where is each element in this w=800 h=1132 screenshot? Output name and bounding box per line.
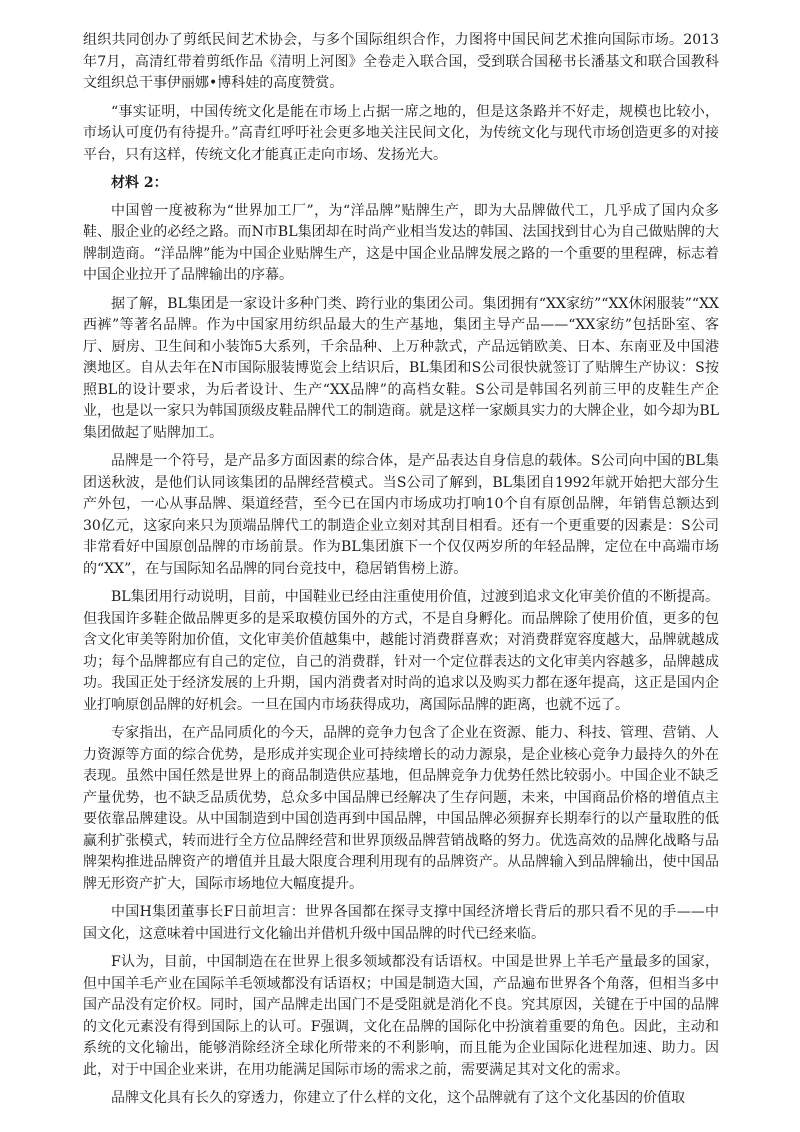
- paragraph-3: 中国曾一度被称为“世界加工厂”，为“洋品牌”贴牌生产，即为大品牌做代工，几乎成了国内众多鞋、服企业的必经之路。而N市BL集团却在时尚产业相当发达的韩国、法国找到甘心为自己做贴牌的大牌制造商。“洋品牌”能为中国企业贴牌生产，这是中国企业品牌发展之路的一个重要的里程碑，标志着中国企业拉开了品牌输出的序幕。: [83, 202, 719, 283]
- section-heading-material-2: 材料 2：: [111, 175, 168, 191]
- document-page: [83, 30, 719, 1117]
- paragraph-4: 据了解，BL集团是一家设计多种门类、跨行业的集团公司。集团拥有“XX家纺”“XX休闲服装”“XX西裤”等著名品牌。作为中国家用纺织品最大的生产基地，集团主导产品——“XX家纺”包括卧室、客厅、厨房、卫生间和小装饰5大系列，千余品种、上万种款式，产品远销欧美、日本、东南亚及中国港澳地区。自从去年在N市国际服装博览会上结识后，BL集团和S公司很快就签订了贴牌生产协议：S按照BL的设计要求，为后者设计、生产“XX品牌”的高档女鞋。S公司是韩国名列前三甲的皮鞋生产企业，也是以一家只为韩国顶级皮鞋品牌代工的制造商。就是这样一家颇具实力的大牌企业，如今却为BL集团做起了贴牌加工。: [83, 295, 719, 441]
- paragraph-6: BL集团用行动说明，目前，中国鞋业已经由注重使用价值，过渡到追求文化审美价值的不断提高。但我国许多鞋企做品牌更多的是采取模仿国外的方式，不是自身孵化。而品牌除了使用价值，更多的包含文化审美等附加价值，文化审美价值越集中，越能讨消费群喜欢；对消费群宽容度越大，品牌就越成功；每个品牌都应有自己的定位，自己的消费群，针对一个定位群表达的文化审美内容越多，品牌越成功。我国正处于经济发展的上升期，国内消费者对时尚的追求以及购买力都在逐年提高，这正是国内企业打响原创品牌的好机会。一旦在国内市场获得成功，离国际品牌的距离，也就不远了。: [83, 589, 719, 713]
- paragraph-5: 品牌是一个符号，是产品多方面因素的综合体，是产品表达自身信息的载体。S公司向中国的BL集团送秋波，是他们认同该集团的品牌经营模式。当S公司了解到，BL集团自1992年就开始把大部分生产外包，一心从事品牌、渠道经营，至今已在国内市场成功打响10个自有原创品牌，年销售总额达到30亿元，这家向来只为顶端品牌代工的制造企业立刻对其刮目相看。还有一个更重要的因素是：S公司非常看好中国原创品牌的市场前景。作为BL集团旗下一个仅仅两岁所的年轻品牌，定位在中高端市场的“XX”，在与国际知名品牌的同台竞技中，稳居销售榜上游。: [83, 453, 719, 577]
- paragraph-7: 专家指出，在产品同质化的今天，品牌的竞争力包含了企业在资源、能力、科技、管理、营销、人力资源等方面的综合优势，是形成并实现企业可持续增长的动力源泉，是企业核心竞争力最持久的外在表现。虽然中国任然是世界上的商品制造供应基地，但品牌竞争力优势任然比较弱小。中国企业不缺乏产量优势，也不缺乏品质优势，总众多中国品牌已经解决了生存问题，未来，中国商品价格的增值点主要依靠品牌建设。从中国制造到中国创造再到中国品牌，中国品牌必须摒弃长期奉行的以产量取胜的低赢利扩张模式，转而进行全方位品牌经营和世界顶级品牌营销战略的努力。优选高效的品牌化战略与品牌架构推进品牌资产的增值并且最大限度合理利用现有的品牌资产。从品牌输入到品牌输出，使中国品牌无形资产扩大，国际市场地位大幅度提升。: [83, 725, 719, 892]
- paragraph-1: 组织共同创办了剪纸民间艺术协会，与多个国际组织合作，力图将中国民间艺术推向国际市场。2013年7月，高清红带着剪纸作品《清明上河图》全卷走入联合国，受到联合国秘书长潘基文和联合国教科文组织总干事伊丽娜•博科娃的高度赞赏。: [83, 32, 719, 91]
- paragraph-8: 中国H集团董事长F日前坦言：世界各国都在探寻支撑中国经济增长背后的那只看不见的手——中国文化，这意味着中国进行文化输出并借机升级中国品牌的时代已经来临。: [83, 904, 719, 942]
- paragraph-10: 品牌文化具有长久的穿透力，你建立了什么样的文化，这个品牌就有了这个文化基因的价值取: [111, 1090, 685, 1106]
- paragraph-2: “事实证明，中国传统文化是能在市场上占据一席之地的，但是这条路并不好走，规模也比较小，市场认可度仍有待提升。”高青红呼吁社会更多地关注民间文化，为传统文化与现代市场创造更多的对接平台，只有这样，传统文化才能真正走向市场、发扬光大。: [83, 103, 719, 163]
- paragraph-9: F认为，目前，中国制造在在世界上很多领域都没有话语权。中国是世界上羊毛产量最多的国家，但中国羊毛产业在国际羊毛领域都没有话语权；中国是制造大国，产品遍布世界各个角落，但相当多中国产品没有定价权。同时，国产品牌走出国门不是受阻就是消化不良。究其原因，关键在于中国的品牌的文化元素没有得到国际上的认可。F强调，文化在品牌的国际化中扮演着重要的角色。因此，主动和系统的文化输出，能够消除经济全球化所带来的不利影响，而且能为企业国际化进程加速、助力。因此，对于中国企业来讲，在用功能满足国际市场的需求之前，需要满足其对文化的需求。: [83, 954, 719, 1078]
